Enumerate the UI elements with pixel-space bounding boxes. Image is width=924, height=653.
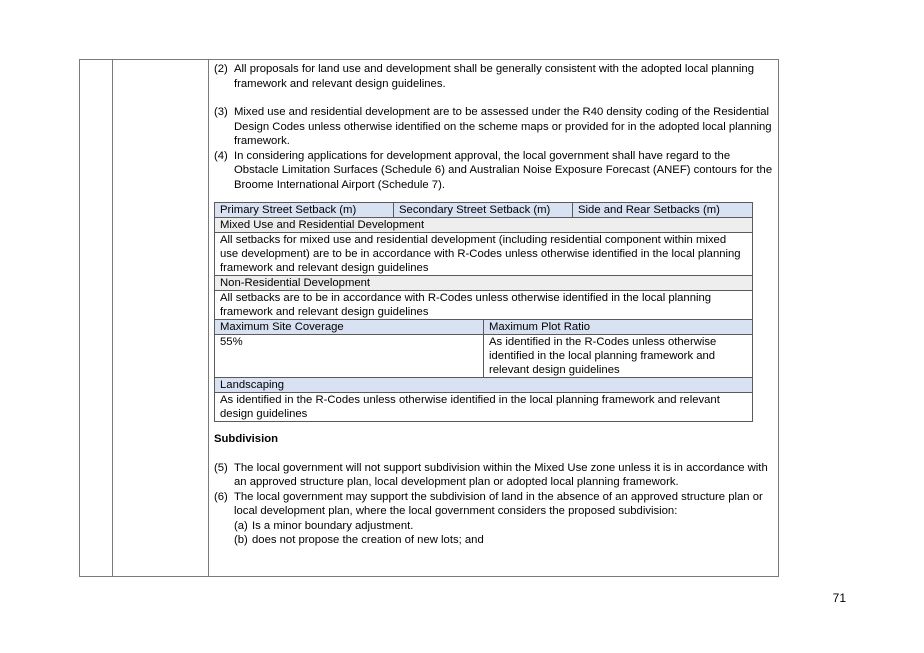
development-standards-table [214,202,753,422]
mixed-use-heading: Mixed Use and Residential Development [215,218,753,233]
table-row [215,291,753,320]
table-header-row [215,203,753,218]
subdivision-heading: Subdivision [214,433,279,445]
table-row [215,233,753,276]
paragraph-6: (6) The local government may support the subdivision of land in the absence of an approved structure plan or local development plan, where the local government considers the proposed subdivision: [214,490,763,517]
site-coverage-value: 55% [215,335,484,378]
table-row [215,276,753,291]
table-row [215,393,753,422]
plot-ratio-label: Maximum Plot Ratio [484,320,753,335]
table-row [215,378,753,393]
secondary-street-setback-header: Secondary Street Setback (m) [394,203,573,218]
provision-table-frame [79,59,779,577]
list-item: (a) Is a minor boundary adjustment. [234,519,414,532]
primary-street-setback-header: Primary Street Setback (m) [215,203,394,218]
column-divider-2 [208,60,209,576]
paragraph-3: (3) Mixed use and residential development are to be assessed under the R40 density coding of the Residential Design Codes unless otherwise identified on the scheme maps or provided for in the adopted local planning framework. [214,106,772,147]
mixed-use-text: All setbacks for mixed use and residential development (including residential component within mixed use development) are to be in accordance with R-Codes unless otherwise identified in the local planning framework and relevant design guidelines [215,233,753,276]
page-number: 71 [832,591,846,605]
non-residential-text: All setbacks are to be in accordance with R-Codes unless otherwise identified in the local planning framework and relevant design guidelines [215,291,753,320]
paragraph-2: (2) All proposals for land use and development shall be generally consistent with the adopted local planning framework and relevant design guidelines. [214,63,754,90]
side-rear-setbacks-header: Side and Rear Setbacks (m) [573,203,753,218]
paragraph-5: (5) The local government will not support subdivision within the Mixed Use zone unless it is in accordance with an approved structure plan, local development plan or adopted local planning framework. [214,461,768,488]
paragraph-4: (4) In considering applications for development approval, the local government shall have regard to the Obstacle Limitation Surfaces (Schedule 6) and Australian Noise Exposure Forecast (ANEF) contours for the Broome International Airport (Schedule 7). [214,149,773,191]
plot-ratio-value: As identified in the R-Codes unless otherwise identified in the local planning framework and relevant design guidelines [484,335,753,378]
landscaping-heading: Landscaping [215,378,753,393]
landscaping-text: As identified in the R-Codes unless otherwise identified in the local planning framework and relevant design guidelines [215,393,753,422]
list-item: (b) does not propose the creation of new lots; and [234,534,484,546]
table-row [215,218,753,233]
column-divider-1 [112,60,113,576]
table-row [215,320,753,335]
provision-content [214,62,776,548]
table-row [215,335,753,378]
site-coverage-label: Maximum Site Coverage [215,320,484,335]
non-residential-heading: Non-Residential Development [215,276,753,291]
